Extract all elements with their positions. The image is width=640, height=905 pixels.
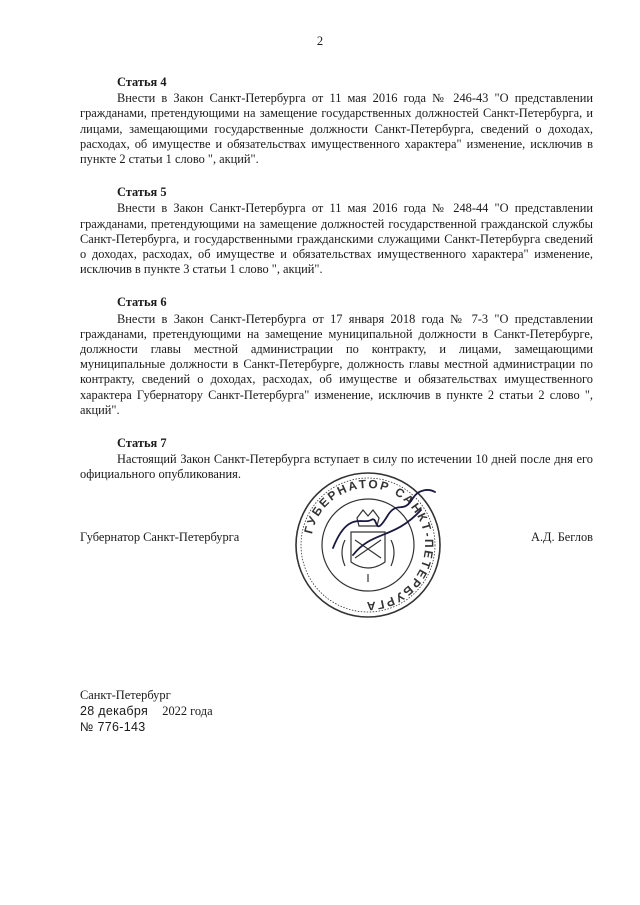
footer-block <box>80 687 213 735</box>
article-text: Внести в Закон Санкт-Петербурга от 11 мая 2016 года № 246-43 "О представлении гражданами, претендующими на замещение государственных должностей Санкт-Петербурга, и лицами, замещающими государственные должности Санкт-Петербурга, сведений о доходах, расходах, об имуществе и обязательствах имущественного характера" изменение, исключив в пункте 2 статьи 1 слово ", акций". <box>80 91 593 167</box>
article-heading: Статья 6 <box>117 295 167 310</box>
article-text: Настоящий Закон Санкт-Петербурга вступает в силу по истечении 10 дней после дня его официального опубликования. <box>80 452 593 482</box>
article-text: Внести в Закон Санкт-Петербурга от 17 января 2018 года № 7-3 "О представлении гражданами, претендующими на замещение муниципальной должности в Санкт-Петербурге, должности главы местной администрации по контракту, и лицами, замещающими муниципальные должности в Санкт-Петербурге, должность главы местной администрации по контракту, сведений о доходах, расходах, об имуществе и обязательствах имущественного характера Губернатору Санкт-Петербурга" изменение, исключив в пункте 2 статьи 2 слово ", акций". <box>80 311 593 417</box>
footer-date-day-month: 28 декабря <box>80 704 149 718</box>
article-heading: Статья 5 <box>117 185 167 200</box>
page-number: 2 <box>316 34 324 48</box>
article-heading: Статья 7 <box>117 436 167 451</box>
signatory-name: А.Д. Беглов <box>531 530 593 544</box>
seal-text: ГУБЕРНАТОР САНКТ-ПЕТЕРБУРГА <box>301 476 437 614</box>
signatory-title: Губернатор Санкт-Петербурга <box>80 530 240 544</box>
article-4 <box>80 75 593 167</box>
footer-date <box>80 703 213 719</box>
article-6 <box>80 295 593 418</box>
footer-number: № 776-143 <box>80 720 146 734</box>
document-body <box>80 75 593 501</box>
article-text: Внести в Закон Санкт-Петербурга от 11 мая 2016 года № 248-44 "О представлении гражданами, претендующими на замещение должностей государственной гражданской службы Санкт-Петербурга, и государственными гражданскими служащими Санкт-Петербурга сведений о доходах, расходах, об имуществе и обязательствах имущественного характера" изменение, исключив в пункте 3 статьи 1 слово ", акций". <box>80 201 593 277</box>
article-heading: Статья 4 <box>117 75 167 89</box>
article-5 <box>80 185 593 277</box>
footer-city: Санкт-Петербург <box>80 688 171 702</box>
footer-date-year: 2022 года <box>162 704 213 718</box>
official-seal <box>293 470 443 620</box>
